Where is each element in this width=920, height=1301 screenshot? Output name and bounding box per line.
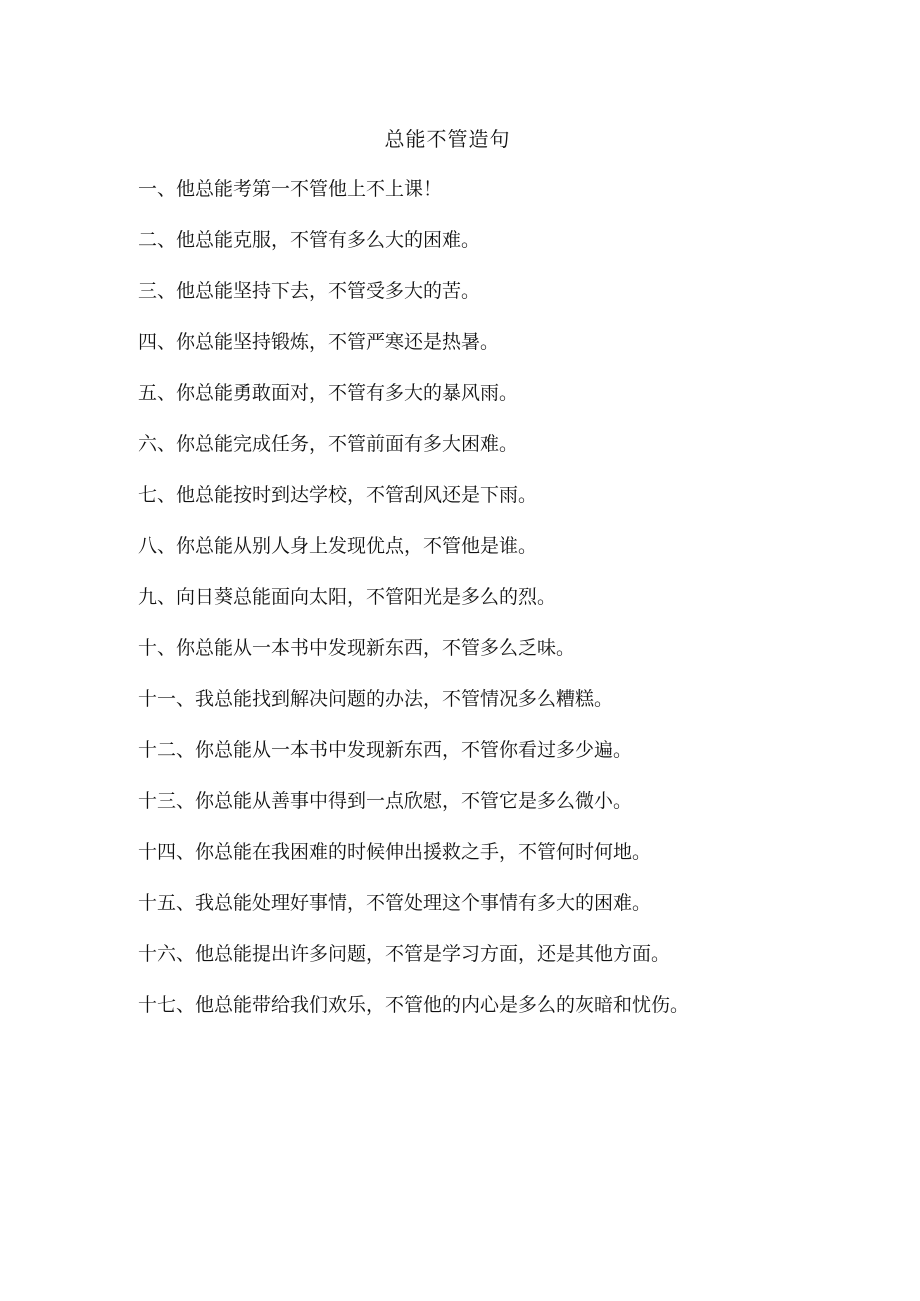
- sentence-line: 九、向日葵总能面向太阳，不管阳光是多么的烈。: [138, 586, 557, 608]
- sentence-line: 一、他总能考第一不管他上不上课！: [138, 178, 443, 200]
- sentence-line: 十、你总能从一本书中发现新东西，不管多么乏味。: [138, 637, 576, 659]
- document-title: 总能不管造句: [384, 127, 511, 151]
- sentence-line: 十一、我总能找到解决问题的办法，不管情况多么糟糕。: [138, 688, 614, 710]
- sentence-line: 七、他总能按时到达学校，不管刮风还是下雨。: [138, 484, 538, 506]
- sentence-line: 十二、你总能从一本书中发现新东西，不管你看过多少遍。: [138, 739, 633, 761]
- sentence-line: 三、他总能坚持下去，不管受多大的苦。: [138, 280, 481, 302]
- sentence-line: 六、你总能完成任务，不管前面有多大困难。: [138, 433, 519, 455]
- sentence-line: 八、你总能从别人身上发现优点，不管他是谁。: [138, 535, 538, 557]
- sentence-line: 五、你总能勇敢面对，不管有多大的暴风雨。: [138, 382, 519, 404]
- sentence-list: [138, 176, 858, 1043]
- sentence-line: 十四、你总能在我困难的时候伸出援救之手，不管何时何地。: [138, 841, 652, 863]
- sentence-line: 十三、你总能从善事中得到一点欣慰，不管它是多么微小。: [138, 790, 633, 812]
- sentence-line: 十六、他总能提出许多问题，不管是学习方面，还是其他方面。: [138, 943, 671, 965]
- sentence-line: 十五、我总能处理好事情，不管处理这个事情有多大的困难。: [138, 892, 652, 914]
- sentence-line: 二、他总能克服，不管有多么大的困难。: [138, 229, 481, 251]
- sentence-line: 十七、他总能带给我们欢乐，不管他的内心是多么的灰暗和忧伤。: [138, 994, 690, 1016]
- sentence-line: 四、你总能坚持锻炼，不管严寒还是热暑。: [138, 331, 500, 353]
